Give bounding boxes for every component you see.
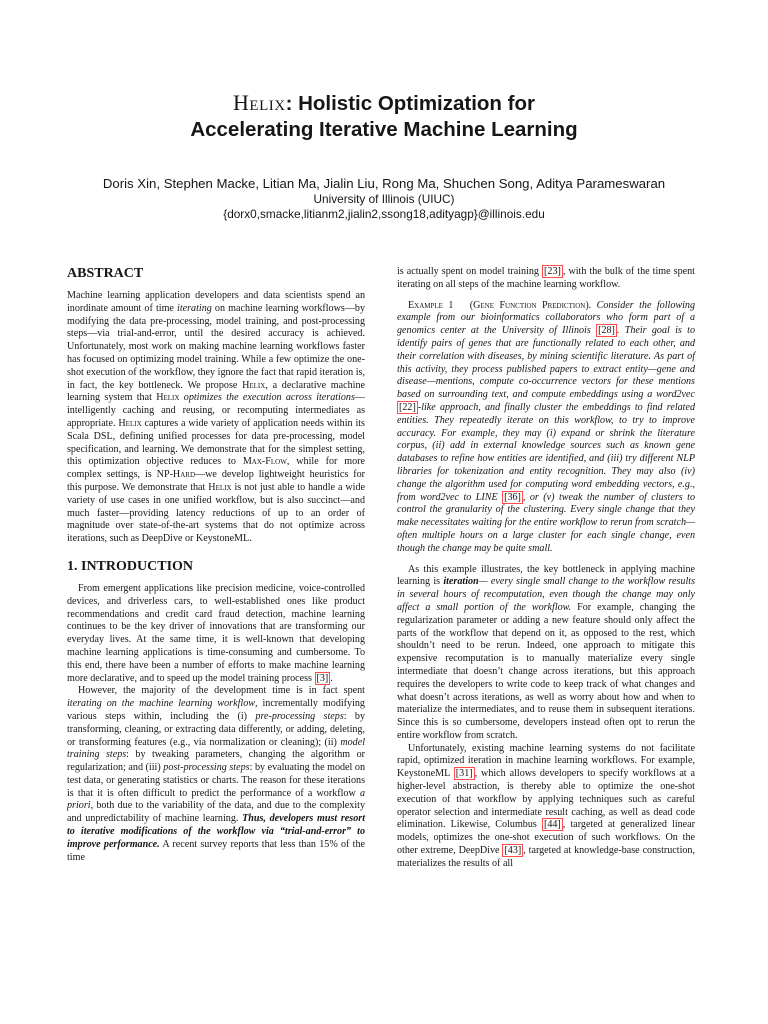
left-column bbox=[67, 266, 365, 864]
right-paragraph-4: Unfortunately, existing machine learning systems do not facilitate rapid, optimized iteration in machine learning workflows. For example, KeystoneML [31] , which allows developers to specify workflows at a higher-level abstraction, is thereby able to optimize the one-shot execution of that workflow by applying techniques such as careful operator selection and intermediate result caching, as well as dead code elimination. Likewise, Columbus [44] , targeted at generalized linear models, optimizes the one-shot execution of such workflows. On the other extreme, DeepDive [43] , targeted at knowledge-base construction, materializes the results of all bbox=[397, 742, 695, 869]
right-continuation: is actually spent on model training [23] , with the bulk of the time spent iterating on all steps of the machine learning workflow. bbox=[397, 266, 695, 290]
intro-paragraph-1: From emergent applications like precision medicine, voice-controlled devices, and driverless cars, to well-established ones like product recommendations and credit card fraud detection, machine learning continues to be the key driver of innovations that are transforming our everyday lives. At the same time, it is well-known that developing machine learning applications is time-consuming and cumbersome. To this end, there have been a number of efforts to make machine learning more declarative, and to speed up the model training process [3] . bbox=[67, 582, 365, 684]
title-line2: Accelerating Iterative Machine Learning bbox=[190, 118, 578, 141]
citation-link[interactable]: [28] bbox=[598, 325, 615, 337]
intro-heading: 1. INTRODUCTION bbox=[67, 558, 194, 574]
affiliation-block bbox=[0, 192, 768, 221]
citation-link[interactable]: [31] bbox=[455, 768, 473, 780]
example-label: Example 1 bbox=[408, 299, 454, 311]
citation-link[interactable]: [23] bbox=[544, 266, 561, 277]
example-1: Example 1 (Gene Function Prediction). Consider the following example from our bioinformatics collaborators who form part of a genomics center at the University of Illinois [28] . Their goal is to identify pairs of genes that are functionally related to each other, and their correlation with diseases, by mining scientific literature. As part of this activity, they process published papers to extract entity—gene and disease—mentions, compute co-occurrence vectors for these mentions based on surrounding text, and compute embeddings using a word2vec [22] -like approach, and finally cluster the embeddings to find related entities. They repeatedly iterate on this workflow, to try to improve accuracy. For example, they may (i) expand or shrink the literature corpus, (ii) add in external knowledge sources such as known gene databases to refine how entities are identified, and (iii) try different NLP libraries for tokenization and entity recognition. They may also (iv) change the algorithm used for computing word embedding vectors, e.g., from word2vec to LINE [36] , or (v) tweak the number of clusters to control the granularity of the clustering. Every single change that they make necessitates waiting for the entire workflow to rerun from scratch—often multiple hours on a large cluster for each single change, even though the change may be quite small. bbox=[397, 299, 696, 554]
citation-link[interactable]: [36] bbox=[504, 491, 521, 503]
affiliation: University of Illinois (UIUC) bbox=[313, 192, 455, 206]
author-list: Doris Xin, Stephen Macke, Litian Ma, Jialin Liu, Rong Ma, Shuchen Song, Aditya Parameswaran bbox=[102, 176, 666, 191]
citation-link[interactable]: [22] bbox=[399, 401, 416, 413]
citation-link[interactable]: [44] bbox=[543, 819, 561, 831]
title-system-name: Helix bbox=[233, 90, 286, 115]
abstract-text: Machine learning application developers and data scientists spend an inordinate amount of time iterating on machine learning workflows—by modifying the data pre-processing, model training, and post-processing steps—via trial-and-error, until the desired accuracy is achieved. Unfortunately, most work on making machine learning workflows faster has focused on optimizing model training. While a few optimize the one-shot execution of the workflow, they ignore the fact that rapid iteration is, in fact, the key bottleneck. We propose Helix, a declarative machine learning system that Helix optimizes the execution across iterations—intelligently caching and reusing, or recomputing intermediates as appropriate. Helix captures a wide variety of application needs within its Scala DSL, defining unified processes for data pre-processing, model specification, and learning. We demonstrate that for the simplest setting, this optimization objective reduces to Max-Flow, while for more complex settings, is NP-Hard—we develop lightweight heuristics for this purpose. We demonstrate that Helix is not just able to handle a wide variety of use cases in one unified workflow, but is also succinct—and much faster—providing latency reductions of up to an order of magnitude over state-of-the-art systems that do not optimize across iterations, such as DeepDive or KeystoneML. bbox=[67, 290, 366, 545]
title-line1: : Holistic Optimization for bbox=[285, 92, 535, 115]
right-paragraph-3: As this example illustrates, the key bottleneck in applying machine learning is iteration— every single small change to the workflow results in several hours of recomputation, even though the change may only affect a small portion of the workflow. For example, changing the regularization parameter or adding a new feature should only affect the parts of the workflow that depend on it, as opposed to the rest, which shouldn’t need to be rerun. Indeed, one approach to mitigate this expensive recomputation is to manually materialize every single intermediate that doesn’t change across iterations, but this approach requires the developers to write code to keep track of what changes and what doesn’t across iterations, as well as worry about how and when to materialize the intermediates, and to reuse them in subsequent iterations. Since this is so cumbersome, developers instead often opt to rerun the entire workflow from scratch. bbox=[397, 563, 695, 741]
citation-link[interactable]: [43] bbox=[504, 845, 522, 857]
right-column bbox=[397, 266, 695, 871]
intro-paragraph-2: However, the majority of the development time is in fact spent iterating on the machine learning workflow, incrementally modifying various steps within, including the (i) pre-processing steps: by transforming, cleaning, or extracting data differently, or adding, deleting, or transforming features (e.g., via normalization or cleaning); (ii) model training steps: by tweaking parameters, changing the algorithm or regularization; and (iii) post-processing steps: by evaluating the model on test data, or generating statistics or charts. The reason for these iterations is that it is often difficult to predict the performance of a workflow a priori, both due to the variability of the data, and due to the complexity and unpredictability of machine learning. Thus, developers must resort to iterative modifications of the workflow via “trial-and-error” to improve performance. A recent survey reports that less than 15% of the time bbox=[67, 685, 366, 863]
abstract-heading: ABSTRACT bbox=[67, 266, 144, 281]
emails: {dorx0,smacke,litianm2,jialin2,ssong18,adityagp}@illinois.edu bbox=[223, 206, 545, 221]
paper-title bbox=[0, 90, 768, 143]
example-title: (Gene Function Prediction). bbox=[469, 299, 592, 311]
citation-link[interactable]: [3] bbox=[316, 672, 329, 684]
